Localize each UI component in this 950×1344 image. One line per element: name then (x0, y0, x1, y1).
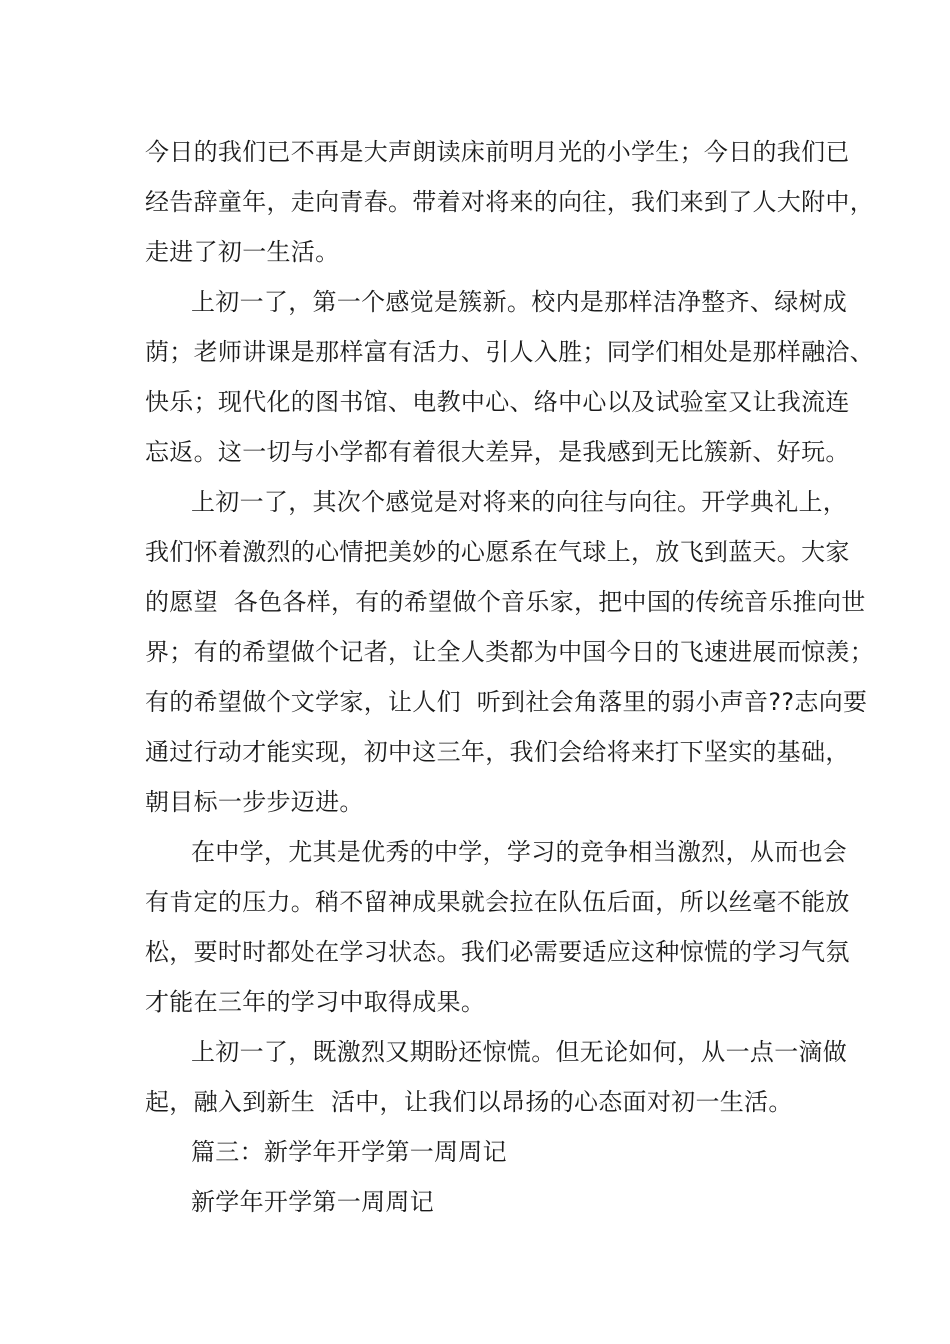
text-line: 快乐；现代化的图书馆、电教中心、络中心以及试验室又让我流连 (145, 388, 850, 416)
text-line: 我们怀着激烈的心情把美妙的心愿系在气球上，放飞到蓝天。大家 (145, 538, 850, 566)
text-line: 的愿望 各色各样，有的希望做个音乐家，把中国的传统音乐推向世 (145, 588, 866, 616)
text-line: 有肯定的压力。稍不留神成果就会拉在队伍后面，所以丝毫不能放 (145, 888, 850, 916)
text-line: 经告辞童年，走向青春。带着对将来的向往，我们来到了人大附中， (145, 188, 874, 216)
text-line: 界；有的希望做个记者，让全人类都为中国今日的飞速进展而惊羡； (145, 638, 874, 666)
text-line: 荫；老师讲课是那样富有活力、引人入胜；同学们相处是那样融洽、 (145, 338, 874, 366)
text-line: 才能在三年的学习中取得成果。 (145, 988, 486, 1016)
text-line: 走进了初一生活。 (145, 238, 340, 266)
text-line: 在中学，尤其是优秀的中学，学习的竞争相当激烈，从而也会 (191, 838, 848, 866)
text-line: 上初一了，第一个感觉是簇新。校内是那样洁净整齐、绿树成 (191, 288, 848, 316)
text-line: 忘返。这一切与小学都有着很大差异，是我感到无比簇新、好玩。 (145, 438, 850, 466)
text-line: 朝目标一步步迈进。 (145, 788, 364, 816)
text-line: 松，要时时都处在学习状态。我们必需要适应这种惊慌的学习气氛 (145, 938, 850, 966)
text-line: 上初一了，既激烈又期盼还惊慌。但无论如何，从一点一滴做 (191, 1038, 848, 1066)
text-line: 上初一了，其次个感觉是对将来的向往与向往。开学典礼上， (191, 488, 848, 516)
text-line: 今日的我们已不再是大声朗读床前明月光的小学生；今日的我们已 (145, 138, 850, 166)
section-heading: 篇三：新学年开学第一周周记 (191, 1138, 507, 1166)
text-line: 有的希望做个文学家，让人们 听到社会角落里的弱小声音??志向要 (145, 688, 868, 716)
article-title: 新学年开学第一周周记 (191, 1188, 434, 1216)
text-line: 通过行动才能实现，初中这三年，我们会给将来打下坚实的基础， (145, 738, 850, 766)
text-line: 起，融入到新生 活中，让我们以昂扬的心态面对初一生活。 (145, 1088, 793, 1116)
